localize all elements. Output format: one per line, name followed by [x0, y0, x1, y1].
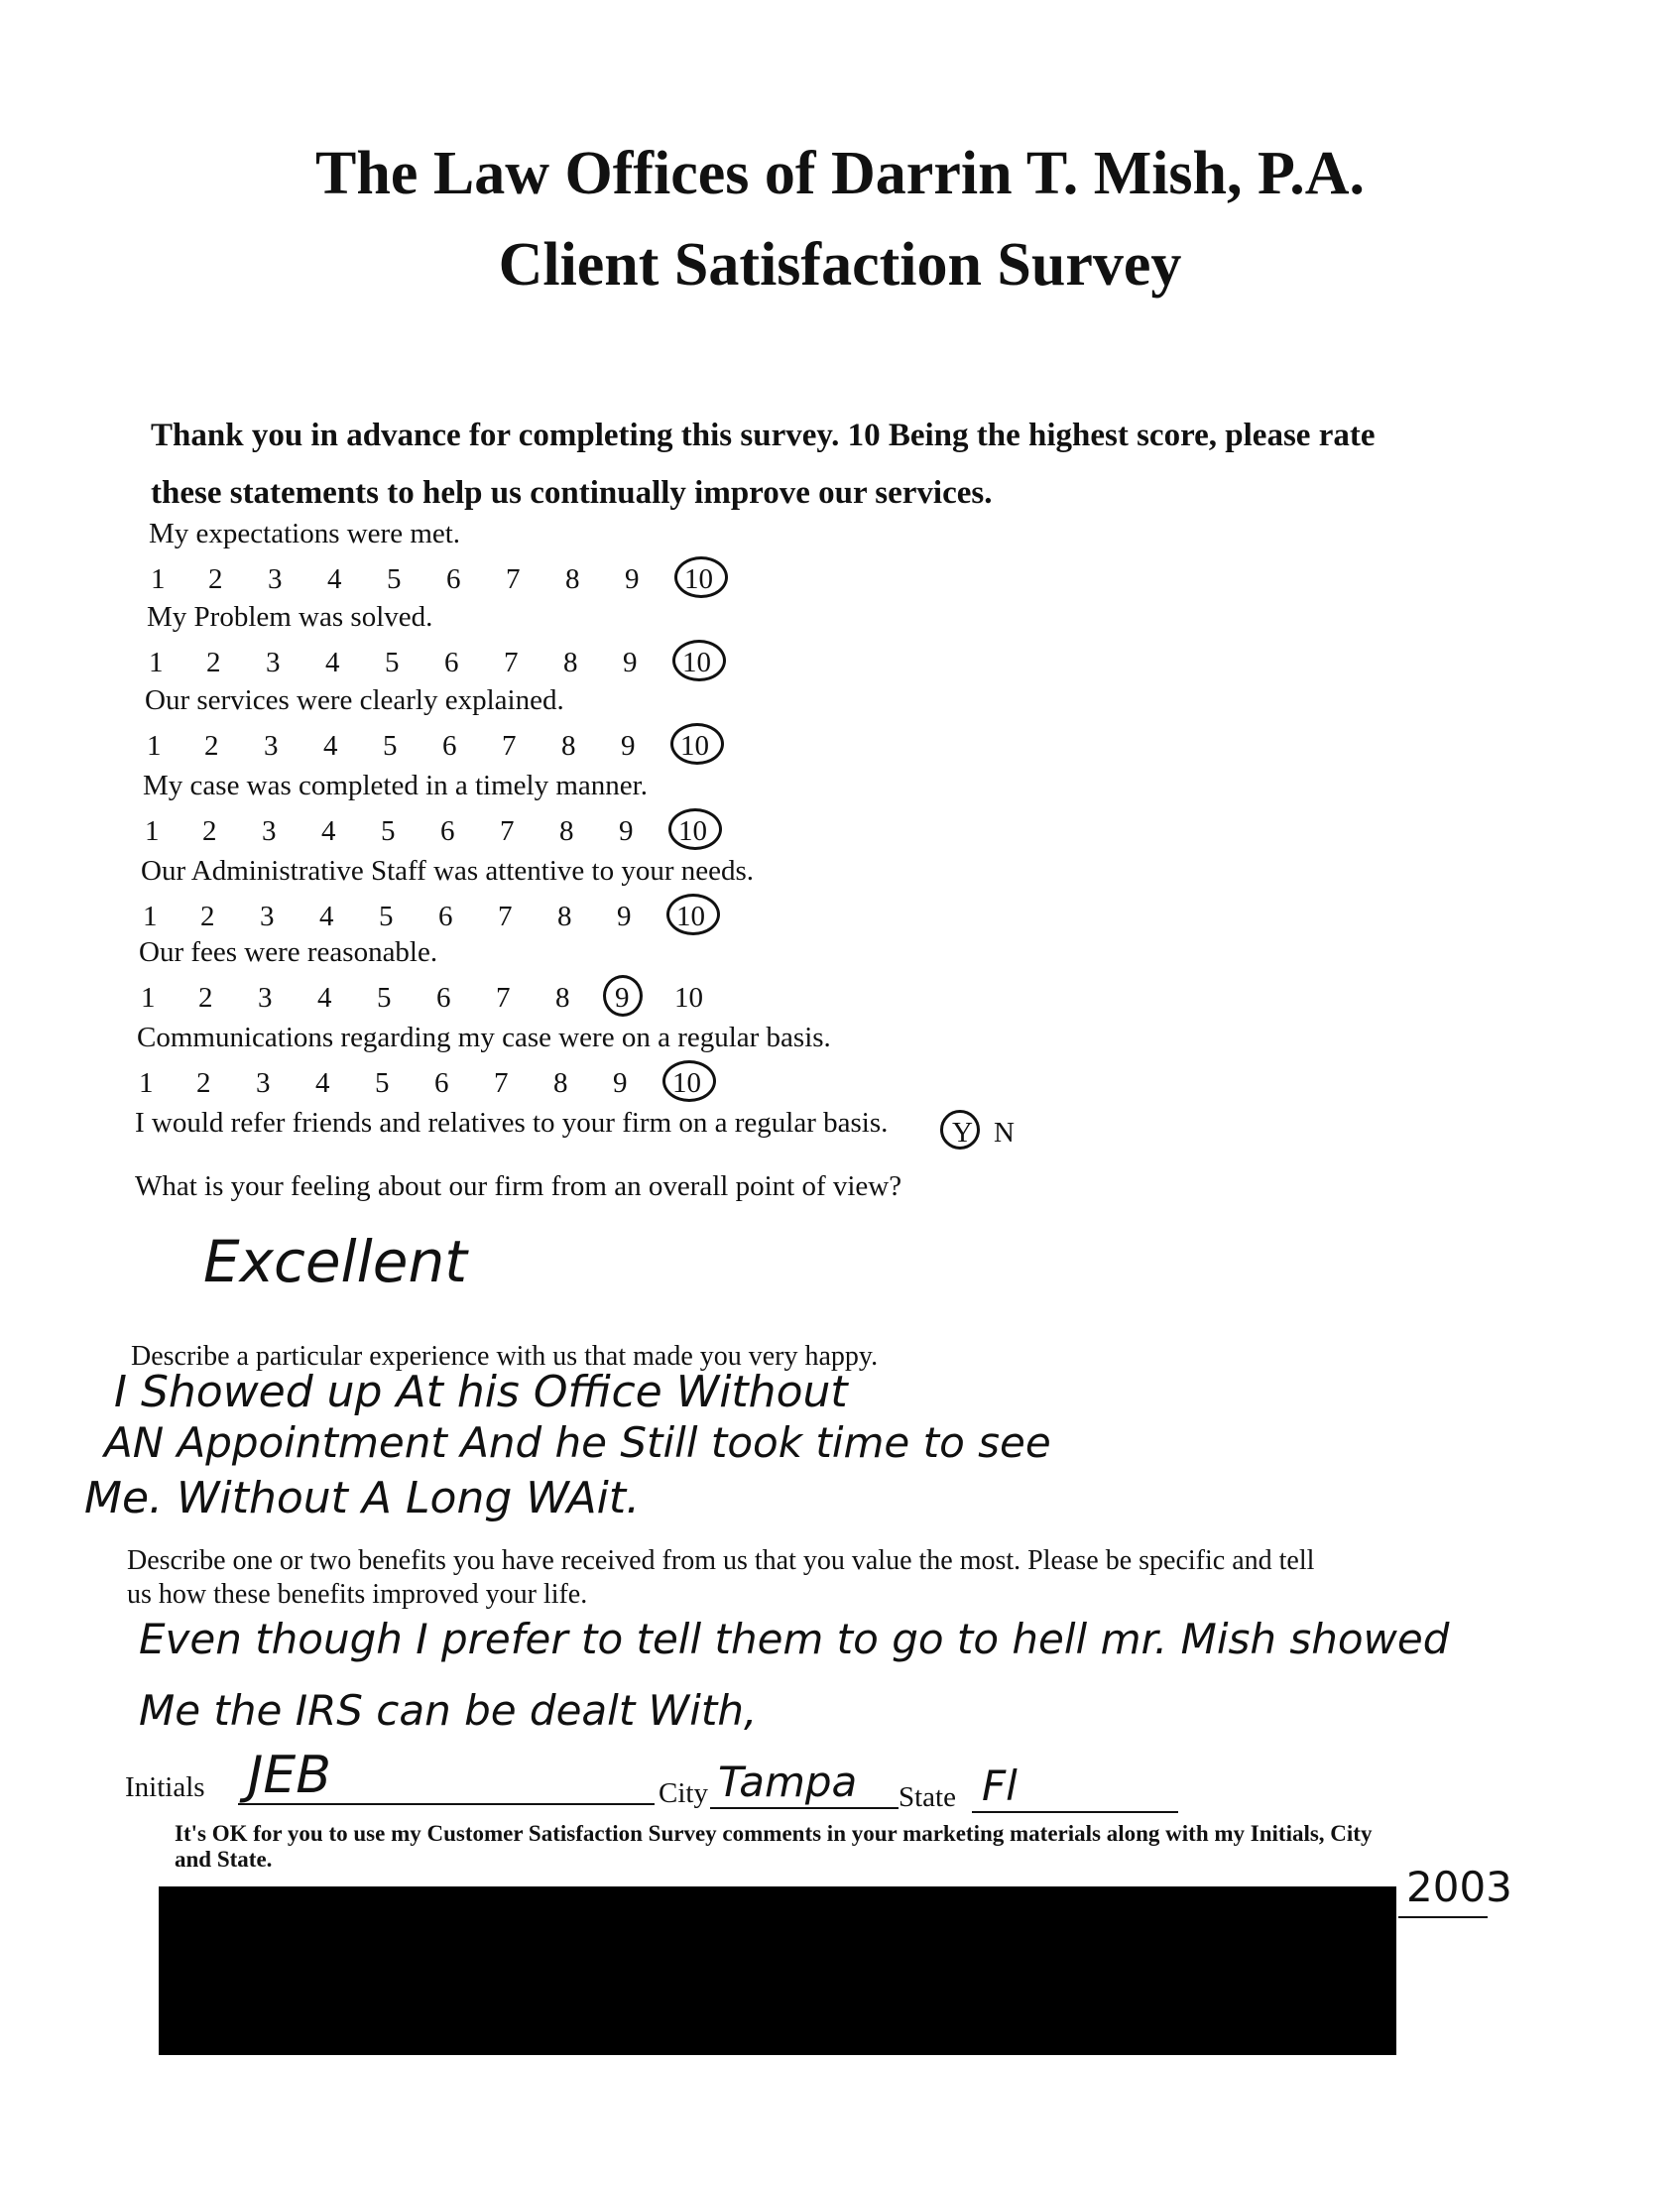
state-value[interactable]: Fl [982, 1761, 1018, 1810]
rating-option[interactable]: 6 [436, 982, 451, 1014]
refer-question [135, 1107, 888, 1140]
experience-answer-line-1[interactable]: I Showed up At his Office Without [114, 1367, 848, 1417]
state-line [972, 1811, 1178, 1813]
rating-option[interactable]: 8 [555, 982, 570, 1014]
rating-option[interactable]: 10 [676, 901, 705, 932]
question-1: My expectations were met. [149, 518, 461, 549]
redaction-box [159, 1886, 1396, 2055]
rating-option[interactable]: 2 [206, 647, 221, 678]
city-value[interactable]: Tampa [718, 1758, 858, 1806]
rating-option[interactable]: 4 [315, 1067, 330, 1099]
rating-option[interactable]: 2 [200, 901, 215, 932]
rating-option[interactable]: 3 [264, 730, 279, 762]
rating-option[interactable]: 8 [559, 815, 574, 847]
rating-option[interactable]: 7 [498, 901, 513, 932]
initials-label: Initials [125, 1771, 205, 1803]
rating-option[interactable]: 9 [619, 815, 634, 847]
rating-option[interactable]: 4 [317, 982, 332, 1014]
experience-answer-line-3[interactable]: Me. Without A Long WAit. [84, 1473, 641, 1523]
rating-option[interactable]: 1 [143, 901, 158, 932]
rating-option[interactable]: 10 [682, 647, 711, 678]
rating-option[interactable]: 1 [151, 563, 166, 595]
rating-option[interactable]: 5 [385, 647, 400, 678]
benefits-question-line-2: us how these benefits improved your life. [127, 1579, 588, 1610]
consent-line-2: and State. [175, 1847, 273, 1872]
rating-option[interactable]: 7 [494, 1067, 509, 1099]
refer-yes-circle [940, 1110, 980, 1150]
rating-option[interactable]: 9 [625, 563, 640, 595]
rating-option[interactable]: 7 [496, 982, 511, 1014]
consent-line-1: It's OK for you to use my Customer Satisfaction Survey comments in your marketing materials along with my Initials, City [175, 1821, 1373, 1846]
rating-option[interactable]: 8 [561, 730, 576, 762]
city-line [710, 1807, 899, 1809]
rating-option[interactable]: 7 [500, 815, 515, 847]
question-2: My Problem was solved. [147, 601, 433, 633]
rating-option[interactable]: 4 [325, 647, 340, 678]
question-7: Communications regarding my case were on a regular basis. [137, 1022, 831, 1053]
rating-option[interactable]: 9 [613, 1067, 628, 1099]
rating-option[interactable]: 9 [623, 647, 638, 678]
rating-option[interactable]: 8 [557, 901, 572, 932]
rating-option[interactable]: 4 [327, 563, 342, 595]
intro-line-1: Thank you in advance for completing this survey. 10 Being the highest score, please rate [151, 418, 1376, 453]
rating-option[interactable]: 6 [444, 647, 459, 678]
city-label: City [659, 1777, 708, 1809]
rating-option[interactable]: 3 [268, 563, 283, 595]
rating-option[interactable]: 9 [621, 730, 636, 762]
rating-option[interactable]: 8 [553, 1067, 568, 1099]
rating-option[interactable]: 1 [139, 1067, 154, 1099]
question-6: Our fees were reasonable. [139, 936, 438, 968]
rating-option[interactable]: 1 [145, 815, 160, 847]
rating-option[interactable]: 7 [502, 730, 517, 762]
question-5: Our Administrative Staff was attentive to your needs. [141, 855, 755, 887]
rating-option[interactable]: 2 [204, 730, 219, 762]
rating-option[interactable]: 7 [504, 647, 519, 678]
selected-rating-circle [670, 723, 724, 765]
overall-question: What is your feeling about our firm from an overall point of view? [135, 1170, 902, 1202]
selected-rating-circle [674, 556, 728, 598]
selected-rating-circle [668, 808, 722, 850]
rating-option[interactable]: 1 [149, 647, 164, 678]
rating-option[interactable]: 9 [617, 901, 632, 932]
rating-option[interactable]: 8 [565, 563, 580, 595]
selected-rating-circle [672, 640, 726, 681]
rating-option[interactable]: 7 [506, 563, 521, 595]
rating-option[interactable]: 5 [375, 1067, 390, 1099]
selected-rating-circle [603, 975, 643, 1017]
selected-rating-circle [666, 894, 720, 935]
rating-option[interactable]: 3 [266, 647, 281, 678]
rating-option[interactable]: 3 [256, 1067, 271, 1099]
rating-option[interactable]: 5 [383, 730, 398, 762]
benefits-question-line-1: Describe one or two benefits you have received from us that you value the most. Please be specific and tell [127, 1545, 1315, 1576]
rating-option[interactable]: 6 [446, 563, 461, 595]
benefits-answer-line-1[interactable]: Even though I prefer to tell them to go to hell mr. Mish showed [139, 1615, 1450, 1663]
benefits-answer-line-2[interactable]: Me the IRS can be dealt With, [139, 1686, 758, 1735]
rating-option[interactable]: 3 [258, 982, 273, 1014]
refer-yes-option[interactable]: Y [952, 1117, 973, 1149]
rating-option[interactable]: 9 [615, 982, 630, 1014]
rating-option[interactable]: 4 [321, 815, 336, 847]
selected-rating-circle [662, 1060, 716, 1102]
rating-option[interactable]: 2 [198, 982, 213, 1014]
rating-option[interactable]: 3 [260, 901, 275, 932]
initials-value[interactable]: JEB [248, 1746, 331, 1805]
rating-option[interactable]: 2 [208, 563, 223, 595]
rating-option[interactable]: 5 [387, 563, 402, 595]
rating-option[interactable]: 1 [141, 982, 156, 1014]
rating-option[interactable]: 1 [147, 730, 162, 762]
rating-option[interactable]: 4 [319, 901, 334, 932]
rating-option[interactable]: 10 [680, 730, 709, 762]
firm-title: The Law Offices of Darrin T. Mish, P.A. [315, 140, 1365, 207]
rating-option[interactable]: 4 [323, 730, 338, 762]
question-3: Our services were clearly explained. [145, 684, 564, 716]
rating-option[interactable]: 10 [678, 815, 707, 847]
rating-option[interactable]: 6 [442, 730, 457, 762]
refer-question-text: I would refer friends and relatives to your firm on a regular basis. [135, 1107, 889, 1139]
rating-option[interactable]: 5 [377, 982, 392, 1014]
rating-option[interactable]: 6 [434, 1067, 449, 1099]
overall-answer[interactable]: Excellent [203, 1228, 467, 1295]
rating-option[interactable]: 2 [196, 1067, 211, 1099]
experience-question: Describe a particular experience with us that made you very happy. [131, 1341, 879, 1372]
rating-option[interactable]: 5 [379, 901, 394, 932]
rating-option[interactable]: 10 [672, 1067, 701, 1099]
rating-option[interactable]: 6 [438, 901, 453, 932]
survey-title: Client Satisfaction Survey [498, 231, 1182, 299]
rating-option[interactable]: 2 [202, 815, 217, 847]
intro-line-2: these statements to help us continually improve our services. [151, 475, 993, 511]
rating-option[interactable]: 3 [262, 815, 277, 847]
rating-option[interactable]: 10 [684, 563, 713, 595]
refer-no-option[interactable]: N [994, 1117, 1015, 1149]
year-line [1398, 1916, 1488, 1918]
state-label: State [899, 1781, 956, 1813]
rating-option[interactable]: 8 [563, 647, 578, 678]
rating-option[interactable]: 10 [674, 982, 703, 1014]
year-value: 2003 [1406, 1863, 1512, 1911]
rating-option[interactable]: 6 [440, 815, 455, 847]
experience-answer-line-2[interactable]: AN Appointment And he Still took time to see [104, 1418, 1051, 1467]
question-4: My case was completed in a timely manner. [143, 770, 648, 801]
rating-option[interactable]: 5 [381, 815, 396, 847]
